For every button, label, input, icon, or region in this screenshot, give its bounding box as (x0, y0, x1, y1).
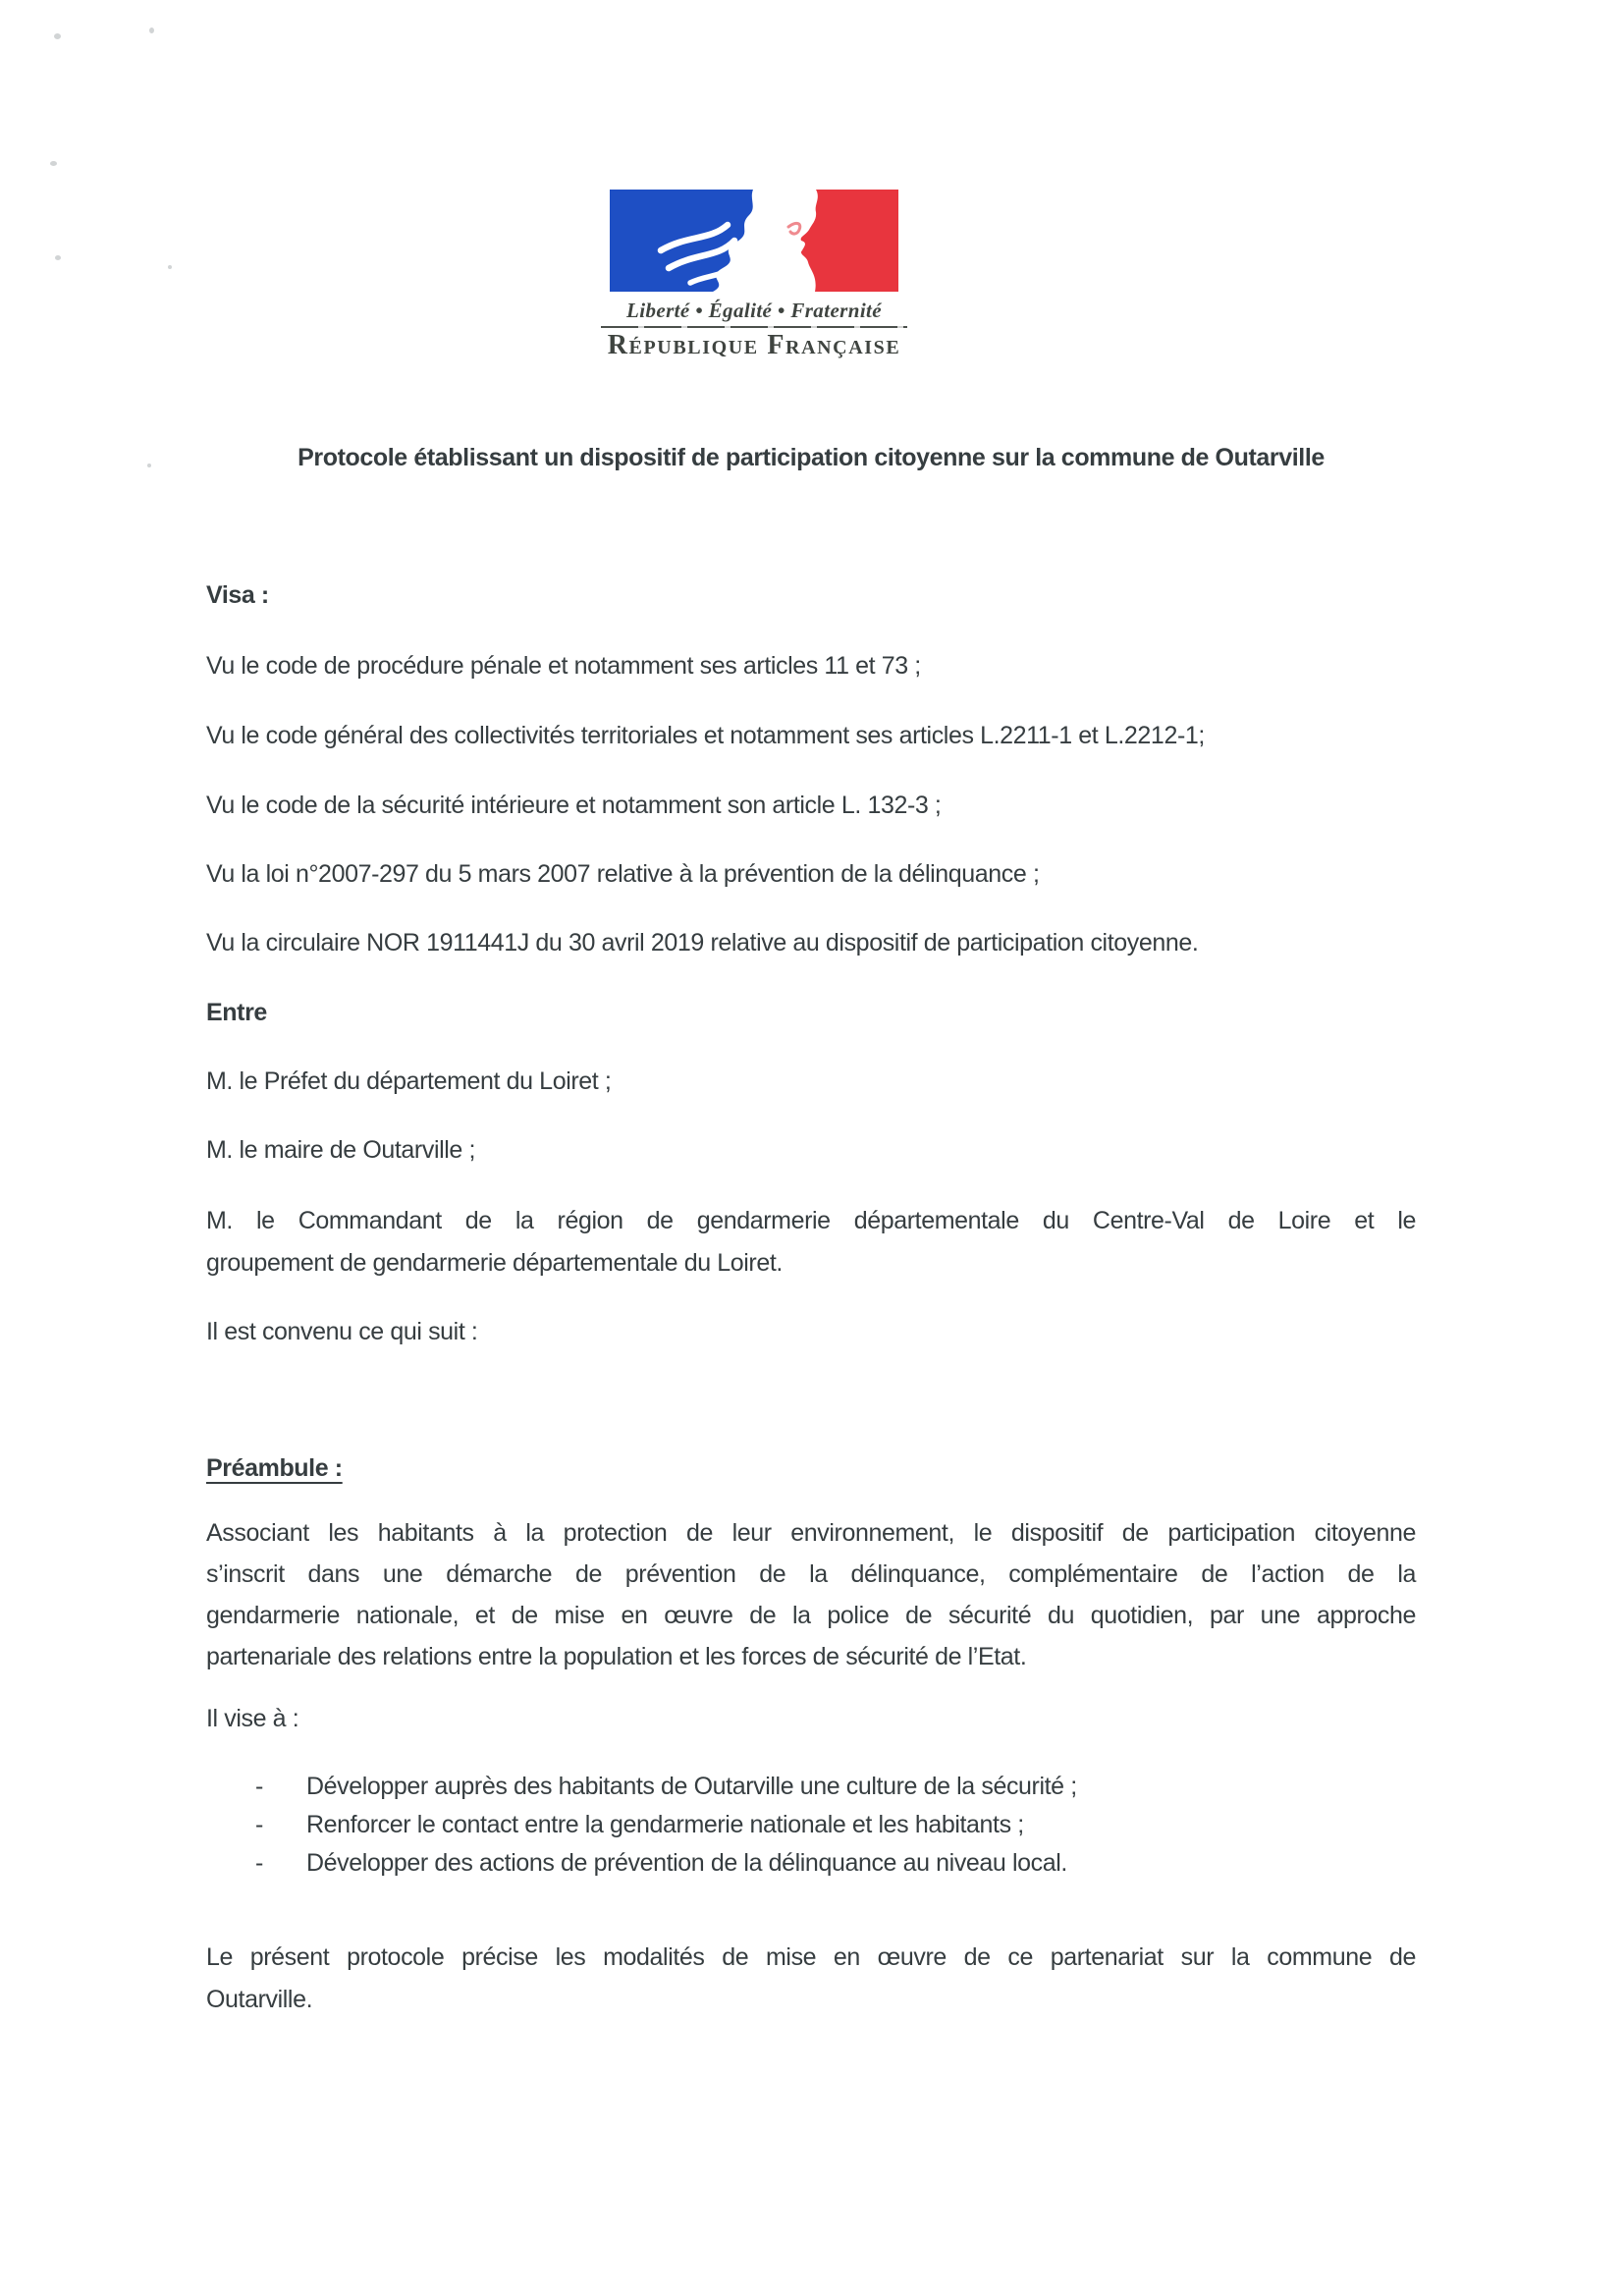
list-item (206, 1806, 1416, 1844)
list-item (206, 1768, 1416, 1806)
paragraph-line: Outarville. (206, 1986, 313, 2013)
visa-item: Vu le code de procédure pénale et notamment ses articles 11 et 73 ; (206, 652, 921, 680)
visa-item: Vu la circulaire NOR 1911441J du 30 avril 2019 relative au dispositif de participation citoyenne. (206, 929, 1199, 957)
scan-speck (149, 27, 154, 33)
marianne-flag-icon (610, 190, 898, 292)
party-prefet: M. le Préfet du département du Loiret ; (206, 1067, 612, 1095)
list-item (206, 1844, 1416, 1883)
paragraph-line: partenariale des relations entre la population et les forces de sécurité de l’Etat. (206, 1643, 1027, 1670)
bullet-dash: - (255, 1849, 263, 1877)
list-item-text: Développer auprès des habitants de Outarville une culture de la sécurité ; (306, 1773, 1077, 1800)
republique-francaise-logo (599, 190, 909, 361)
vise-line: Il vise à : (206, 1705, 299, 1732)
party-maire: M. le maire de Outarville ; (206, 1136, 476, 1164)
list-item-text: Développer des actions de prévention de la délinquance au niveau local. (306, 1849, 1067, 1877)
paragraph-line: Associant les habitants à la protection de leur environnement, le dispositif de participation citoyenne (206, 1519, 1416, 1547)
convenu-line: Il est convenu ce qui suit : (206, 1318, 478, 1345)
scan-speck (50, 161, 57, 166)
paragraph-line: M. le Commandant de la région de gendarmerie départementale du Centre-Val de Loire et le (206, 1207, 1416, 1234)
list-item-text: Renforcer le contact entre la gendarmerie nationale et les habitants ; (306, 1811, 1024, 1838)
logo-country-name: République Française (607, 330, 901, 360)
party-commandant-paragraph (206, 1200, 1416, 1285)
objectives-list (206, 1768, 1416, 1883)
logo-divider (601, 326, 907, 328)
closing-paragraph (206, 1937, 1416, 2021)
paragraph-line: groupement de gendarmerie départementale du Loiret. (206, 1249, 783, 1277)
bullet-dash: - (255, 1773, 263, 1800)
document-title: Protocole établissant un dispositif de participation citoyenne sur la commune de Outarville (298, 444, 1325, 471)
scan-speck (168, 265, 172, 269)
visa-item: Vu la loi n°2007-297 du 5 mars 2007 relative à la prévention de la délinquance ; (206, 860, 1040, 888)
bullet-dash: - (255, 1811, 263, 1838)
scan-speck (147, 464, 151, 467)
logo-motto: Liberté • Égalité • Fraternité (625, 299, 883, 322)
paragraph-line: Le présent protocole précise les modalités de mise en œuvre de ce partenariat sur la commune de (206, 1943, 1416, 1971)
paragraph-line: s’inscrit dans une démarche de prévention de la délinquance, complémentaire de l’action de la (206, 1560, 1416, 1588)
preambule-paragraph (206, 1512, 1416, 1677)
scan-speck (54, 33, 61, 39)
preambule-heading: Préambule : (206, 1454, 343, 1482)
paragraph-line: gendarmerie nationale, et de mise en œuvre de la police de sécurité du quotidien, par une approche (206, 1602, 1416, 1629)
visa-heading: Visa : (206, 581, 269, 609)
visa-item: Vu le code général des collectivités territoriales et notamment ses articles L.2211-1 et L.2212-1; (206, 722, 1205, 749)
entre-heading: Entre (206, 999, 267, 1026)
scan-speck (55, 255, 61, 260)
visa-item: Vu le code de la sécurité intérieure et notamment son article L. 132-3 ; (206, 792, 942, 819)
